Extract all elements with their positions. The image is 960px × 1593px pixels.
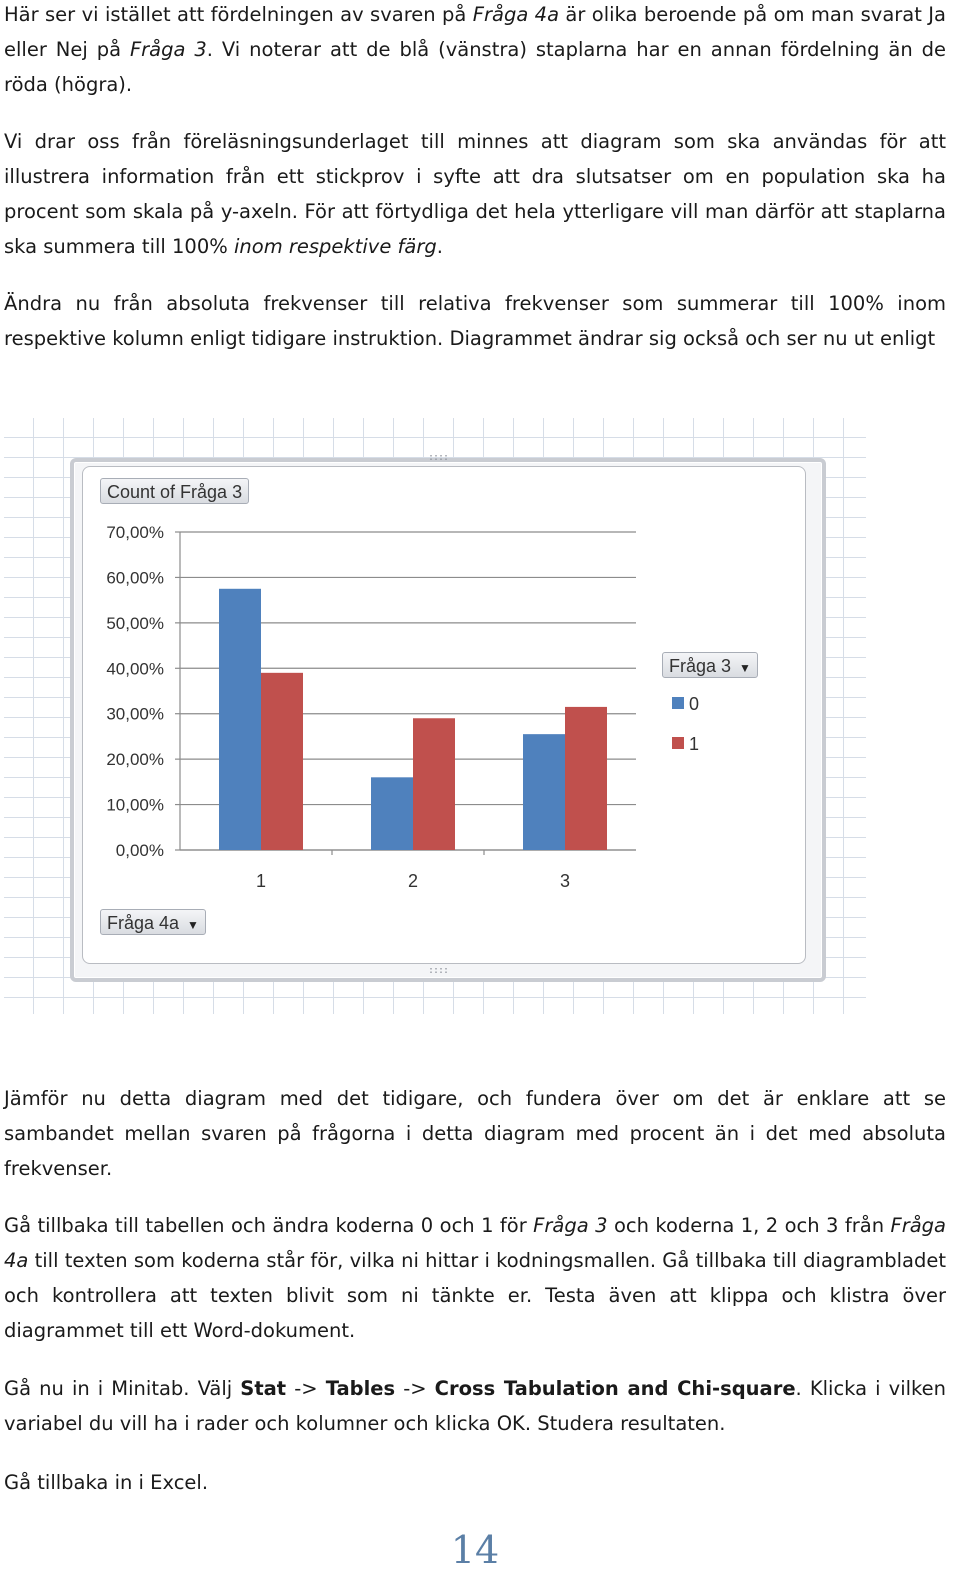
text-run: Jämför nu detta diagram med det tidigare, och fundera över om det är enklare att se sambandet mellan svaren på frågorna i detta diagram med procent än i det med absoluta frekvenser. — [4, 1087, 946, 1180]
italic-question-ref: Fråga 3 — [129, 38, 207, 61]
dropdown-arrow-icon[interactable]: ▼ — [187, 918, 199, 932]
bar-series-1-cat-1 — [261, 673, 303, 850]
bar-series-1-cat-3 — [565, 707, 607, 850]
text-run: Gå nu in i Minitab. Välj — [4, 1377, 241, 1400]
y-tick-label: 40,00% — [106, 659, 164, 679]
paragraph-rename-codes — [4, 1208, 946, 1348]
text-run: Vi drar oss från föreläsningsunderlaget till minnes att diagram som ska användas för att illustrera information från ett stickprov i syfte att dra slutsatser om en population ska ha procent som skala på y-axeln. För att förtydliga det hela ytterligare vill man därför att staplarna ska summera till 100% — [4, 130, 946, 258]
text-run: och koderna 1, 2 och 3 från — [607, 1214, 891, 1237]
text-run: Ändra nu från absoluta frekvenser till relativa frekvenser som summerar till 100% inom respektive kolumn enligt tidigare instruktion. Diagrammet ändrar sig också och ser nu ut enligt — [4, 292, 946, 350]
text-run: Gå tillbaka in i Excel. — [4, 1471, 209, 1494]
text-run: Här ser vi istället att fördelningen av svaren på — [4, 3, 473, 26]
filter-icon[interactable]: ▼ — [739, 661, 751, 675]
resize-handle-top[interactable]: :::: — [428, 452, 449, 463]
page-number: 14 — [450, 1528, 500, 1572]
menu-path-tables: Tables — [325, 1377, 396, 1400]
legend-label-0: 0 — [689, 694, 700, 714]
value-field-label: Count of Fråga 3 — [107, 482, 243, 502]
y-tick-label: 70,00% — [106, 523, 164, 542]
bar-series-0-cat-3 — [523, 734, 565, 850]
y-tick-label: 20,00% — [106, 750, 164, 770]
bar-series-0-cat-1 — [219, 589, 261, 850]
menu-path-cross-tabulation: Cross Tabulation and Chi-square — [434, 1377, 796, 1400]
italic-emphasis: inom respektive färg — [233, 235, 437, 258]
legend-field-label: Fråga 3 — [669, 656, 732, 676]
y-tick-label: 0,00% — [115, 841, 164, 860]
italic-question-ref: Fråga 3 — [533, 1214, 608, 1237]
legend-swatch-1 — [672, 737, 684, 749]
text-run: är olika beroende på om man svarat Ja eller Nej på — [4, 3, 946, 61]
y-tick-label: 60,00% — [106, 568, 164, 588]
text-run: till texten som koderna står för, vilka ni hittar i kodningsmallen. Gå tillbaka till diagrambladet och kontrollera att texten blivit som ni tänkte er. Testa även att klippa och klistra över diagrammet till ett Word-dokument. — [4, 1249, 946, 1342]
y-tick-label: 30,00% — [106, 704, 164, 724]
text-run: Gå tillbaka till tabellen och ändra koderna 0 och 1 för — [4, 1214, 534, 1237]
y-tick-label: 50,00% — [106, 613, 164, 633]
x-tick-label: 3 — [559, 871, 571, 891]
text-run: -> — [286, 1377, 326, 1400]
x-tick-label: 1 — [255, 871, 267, 891]
italic-question-ref: Fråga 4a — [4, 1214, 946, 1272]
y-tick-label: 10,00% — [106, 795, 164, 815]
legend-swatch-0 — [672, 697, 684, 709]
paragraph-minitab — [4, 1371, 946, 1441]
axis-field-label: Fråga 4a — [107, 913, 180, 933]
text-run: . Klicka i vilken variabel du vill ha i rader och kolumner och klicka OK. Studera resultaten. — [4, 1377, 946, 1435]
paragraph-compare — [4, 1081, 946, 1186]
text-run: -> — [395, 1377, 435, 1400]
menu-path-stat: Stat — [240, 1377, 287, 1400]
bar-series-1-cat-2 — [413, 718, 455, 850]
paragraph-back-to-excel — [4, 1465, 946, 1500]
x-tick-label: 2 — [407, 871, 419, 891]
legend-label-1: 1 — [689, 734, 700, 754]
text-run: . — [436, 235, 443, 258]
bar-series-0-cat-2 — [371, 777, 413, 850]
resize-handle-bottom[interactable]: :::: — [428, 965, 449, 976]
text-run: . Vi noterar att de blå (vänstra) staplarna har en annan fördelning än de röda (högra). — [4, 38, 946, 96]
italic-question-ref: Fråga 4a — [472, 3, 560, 26]
